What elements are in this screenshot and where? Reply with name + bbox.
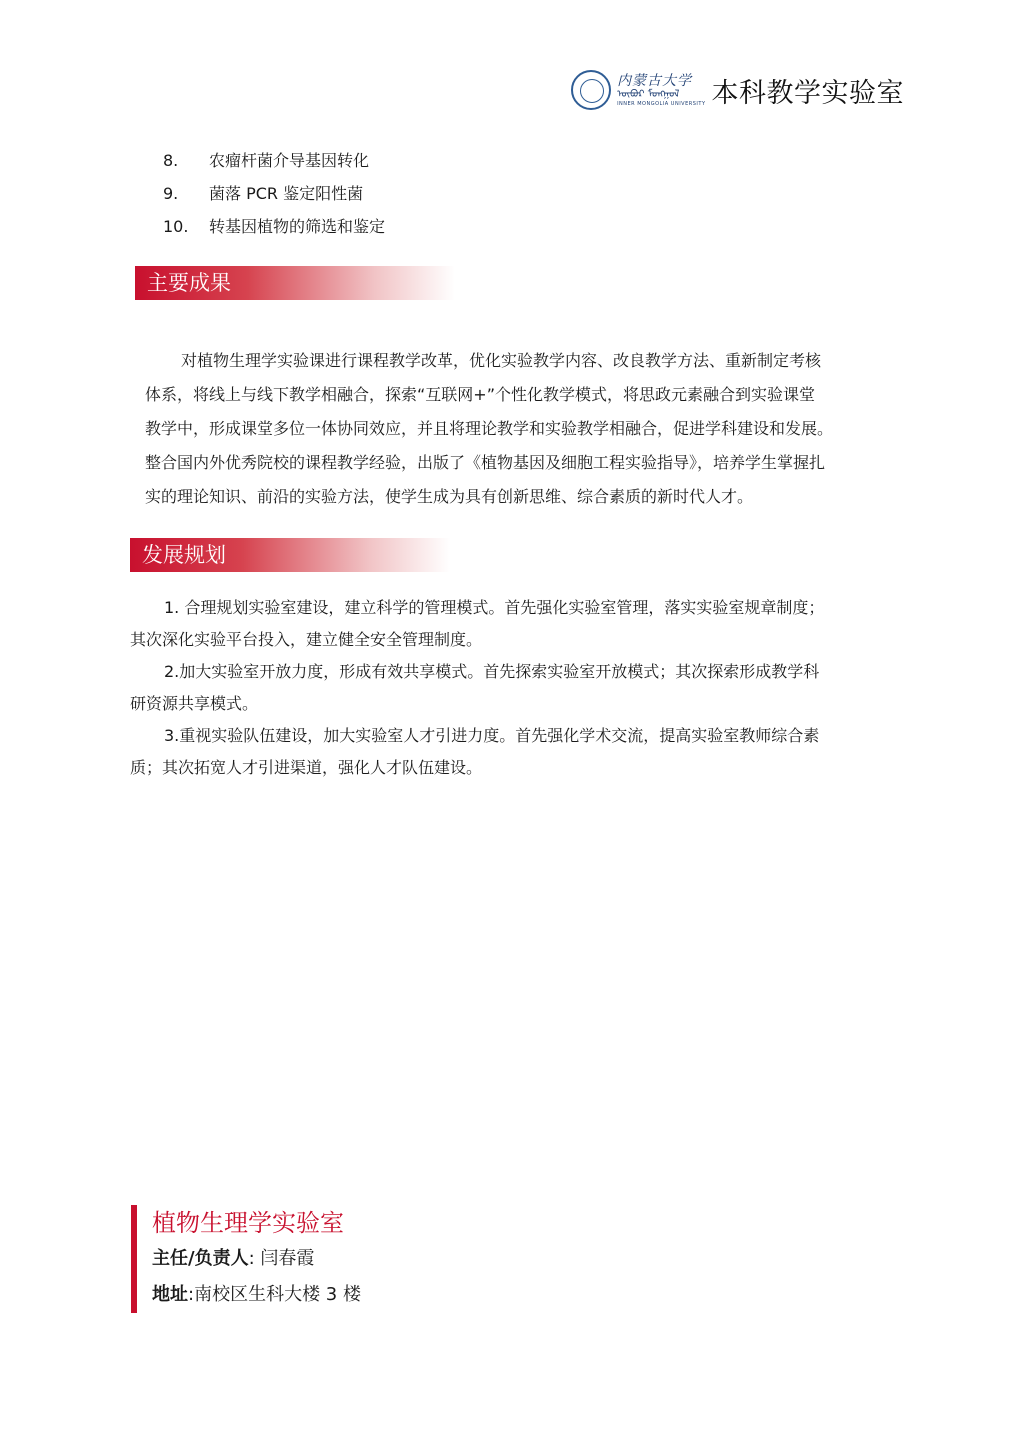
page-header bbox=[571, 70, 904, 110]
paragraph-line: 对植物生理学实验课进行课程教学改革，优化实验教学内容、改良教学方法、重新制定考核 bbox=[181, 351, 822, 370]
list-item-text: 转基因植物的筛选和鉴定 bbox=[209, 217, 386, 236]
university-name: 内蒙古大学 bbox=[617, 72, 693, 89]
list-item-number: 8. bbox=[163, 151, 179, 170]
section-heading-plan: 发展规划 bbox=[130, 538, 450, 572]
plan-item-line: 2.加大实验室开放力度，形成有效共享模式。首先探索实验室开放模式；其次探索形成教学科 bbox=[164, 662, 820, 681]
plan-item-line: 3.重视实验队伍建设，加大实验室人才引进力度。首先强化学术交流，提高实验室教师综合素 bbox=[164, 726, 820, 745]
list-item bbox=[163, 150, 385, 183]
university-logo-text bbox=[617, 73, 705, 108]
list-item bbox=[163, 183, 385, 216]
lab-contact-card bbox=[131, 1205, 361, 1313]
paragraph-line: 整合国内外优秀院校的课程教学经验，出版了《植物基因及细胞工程实验指导》，培养学生掌握扎 bbox=[145, 453, 826, 472]
university-seal-icon bbox=[571, 70, 611, 110]
paragraph-line: 教学中，形成课堂多位一体协同效应，并且将理论教学和实验教学相融合，促进学科建设和发展。 bbox=[145, 419, 834, 438]
plan-item-line: 研资源共享模式。 bbox=[130, 694, 259, 713]
address-label: 地址 bbox=[152, 1284, 188, 1305]
director-separator: : bbox=[248, 1248, 261, 1269]
list-item bbox=[163, 216, 385, 249]
university-mongolian: ᠦᠪᠦᠷ ᠮᠣᠩᠭᠣᠯ bbox=[617, 88, 680, 100]
address-value: 南校区生科大楼 3 楼 bbox=[194, 1284, 361, 1305]
experiment-steps-list bbox=[163, 150, 385, 249]
list-item-number: 9. bbox=[163, 184, 179, 203]
address-line bbox=[152, 1277, 361, 1313]
plan-item-line: 其次深化实验平台投入，建立健全安全管理制度。 bbox=[130, 630, 483, 649]
list-item-number: 10. bbox=[163, 217, 189, 236]
director-line bbox=[152, 1241, 361, 1277]
director-label: 主任/负责人 bbox=[152, 1248, 249, 1269]
paragraph-line: 实的理论知识、前沿的实验方法，使学生成为具有创新思维、综合素质的新时代人才。 bbox=[145, 487, 754, 506]
university-english: INNER MONGOLIA UNIVERSITY bbox=[617, 100, 706, 107]
plan-item-line: 质；其次拓宽人才引进渠道，强化人才队伍建设。 bbox=[130, 758, 483, 777]
director-name: 闫春霞 bbox=[260, 1248, 315, 1269]
list-item-text: 农瘤杆菌介导基因转化 bbox=[209, 151, 370, 170]
section-heading-achievements: 主要成果 bbox=[135, 266, 455, 300]
header-title: 本科教学实验室 bbox=[711, 77, 904, 109]
paragraph-line: 体系，将线上与线下教学相融合，探索“互联网+”个性化教学模式，将思政元素融合到实验课堂 bbox=[145, 385, 815, 404]
list-item-text: 菌落 PCR 鉴定阳性菌 bbox=[209, 184, 364, 203]
plan-item-line: 1. 合理规划实验室建设，建立科学的管理模式。首先强化实验室管理，落实实验室规章制度； bbox=[164, 598, 825, 617]
achievements-paragraph bbox=[145, 344, 905, 514]
address-separator: : bbox=[188, 1284, 195, 1305]
lab-name: 植物生理学实验室 bbox=[152, 1209, 344, 1237]
development-plan bbox=[130, 592, 906, 784]
